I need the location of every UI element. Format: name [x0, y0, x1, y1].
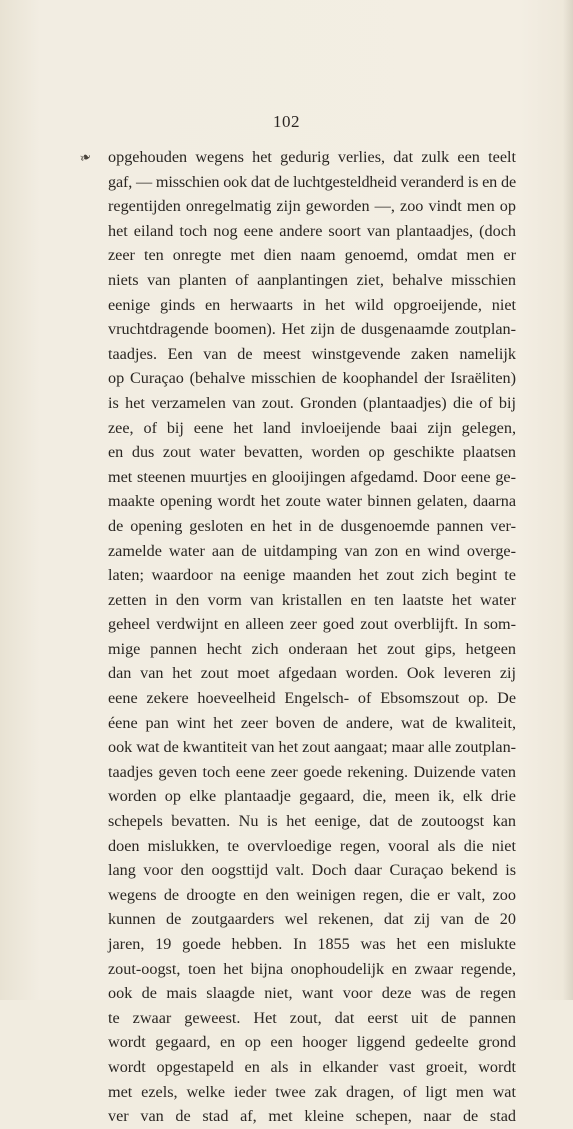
text-line: doen mislukken, te overvloedige regen, vooral als die niet [108, 836, 516, 855]
text-line: taadjes. Een van de meest winstgevende zaken namelijk [108, 344, 516, 363]
text-line: te zwaar geweest. Het zout, dat eerst uit de pannen [108, 1008, 516, 1027]
text-line: de opening gesloten en het in de dusgenoemde pannen ver- [108, 516, 516, 535]
text-line: eene zekere hoeveelheid Engelsch- of Ebsomszout op. De [108, 689, 516, 708]
text-line: ver van de stad af, met kleine schepen, naar de stad [108, 1107, 516, 1126]
text-line: taadjes geven toch eene zeer goede rekening. Duizende vaten [108, 762, 516, 781]
text-line: eenige ginds en herwaarts in het wild opgroeijende, niet [108, 295, 516, 314]
text-line: opgehouden wegens het gedurig verlies, dat zulk een teelt [108, 148, 516, 166]
text-line: lang voor den oogsttijd valt. Doch daar Curaçao bekend is [108, 861, 516, 880]
text-line: wordt opgestapeld en als in elkander vast groeit, wordt [108, 1057, 516, 1076]
text-line: dan van het zout moet afgedaan worden. Ook leveren zij [108, 664, 516, 683]
ink-mark: ❧ [77, 149, 94, 168]
text-line: het eiland toch nog eene andere soort van plantaadjes, (doch [108, 221, 516, 240]
text-line: geheel verdwijnt en alleen zeer goed zout overblijft. In som- [108, 615, 516, 634]
page-edge-shadow [563, 0, 573, 1000]
text-line: ook wat de kwantiteit van het zout aangaat; maar alle zoutplan- [108, 738, 516, 757]
text-line: kunnen de zoutgaarders wel rekenen, dat zij van de 20 [108, 910, 516, 929]
text-line: éene pan wint het zeer boven de andere, wat de kwaliteit, [108, 713, 516, 732]
text-line: met steenen muurtjes en glooijingen afgedamd. Door eene ge- [108, 467, 516, 486]
text-line: is het verzamelen van zout. Gronden (plantaadjes) die of bij [108, 393, 516, 412]
text-line: wegens de droogte en den weinigen regen, die er valt, zoo [108, 885, 516, 904]
text-line: ook de mais slaagde niet, want voor deze was de regen [108, 984, 516, 1003]
page-number: 102 [273, 112, 300, 131]
text-line: vruchtdragende boomen). Het zijn de dusgenaamde zoutplan- [108, 320, 516, 339]
text-line: met ezels, welke ieder twee zak dragen, of ligt men wat [108, 1082, 516, 1101]
text-line: zeer ten onregte met dien naam genoemd, omdat men er [108, 246, 516, 265]
text-line: en dus zout water bevatten, worden op geschikte plaatsen [108, 443, 516, 462]
text-line: regentijden onregelmatig zijn geworden —, zoo vindt men op [108, 197, 516, 216]
text-line: gaf, — misschien ook dat de luchtgesteldheid veranderd is en de [108, 172, 516, 191]
body-text [108, 145, 516, 1129]
text-line: worden op elke plantaadje gegaard, die, meen ik, elk drie [108, 787, 516, 806]
text-line: jaren, 19 goede hebben. In 1855 was het een mislukte [108, 935, 516, 953]
text-line: zee, of bij eene het land invloeijende baai zijn gelegen, [108, 418, 516, 437]
text-line: laten; waardoor na eenige maanden het zout zich begint te [108, 566, 516, 585]
text-line: zetten in den vorm van kristallen en ten laatste het water [108, 590, 516, 609]
text-line: mige pannen hecht zich onderaan het zout gips, hetgeen [108, 639, 516, 658]
text-line: schepels bevatten. Nu is het eenige, dat de zoutoogst kan [108, 812, 516, 831]
text-line: niets van planten of aanplantingen ziet, behalve misschien [108, 270, 516, 289]
text-line: zout-oogst, toen het bijna onophoudelijk en zwaar regende, [108, 959, 516, 978]
text-line: op Curaçao (behalve misschien de koophandel der Israëliten) [108, 369, 516, 388]
text-line: maakte opening wordt het zoute water binnen gelaten, daarna [108, 492, 516, 511]
text-line: wordt gegaard, en op een hooger liggend gedeelte grond [108, 1033, 516, 1052]
text-line: zamelde water aan de uitdamping van zon en wind overge- [108, 541, 516, 560]
